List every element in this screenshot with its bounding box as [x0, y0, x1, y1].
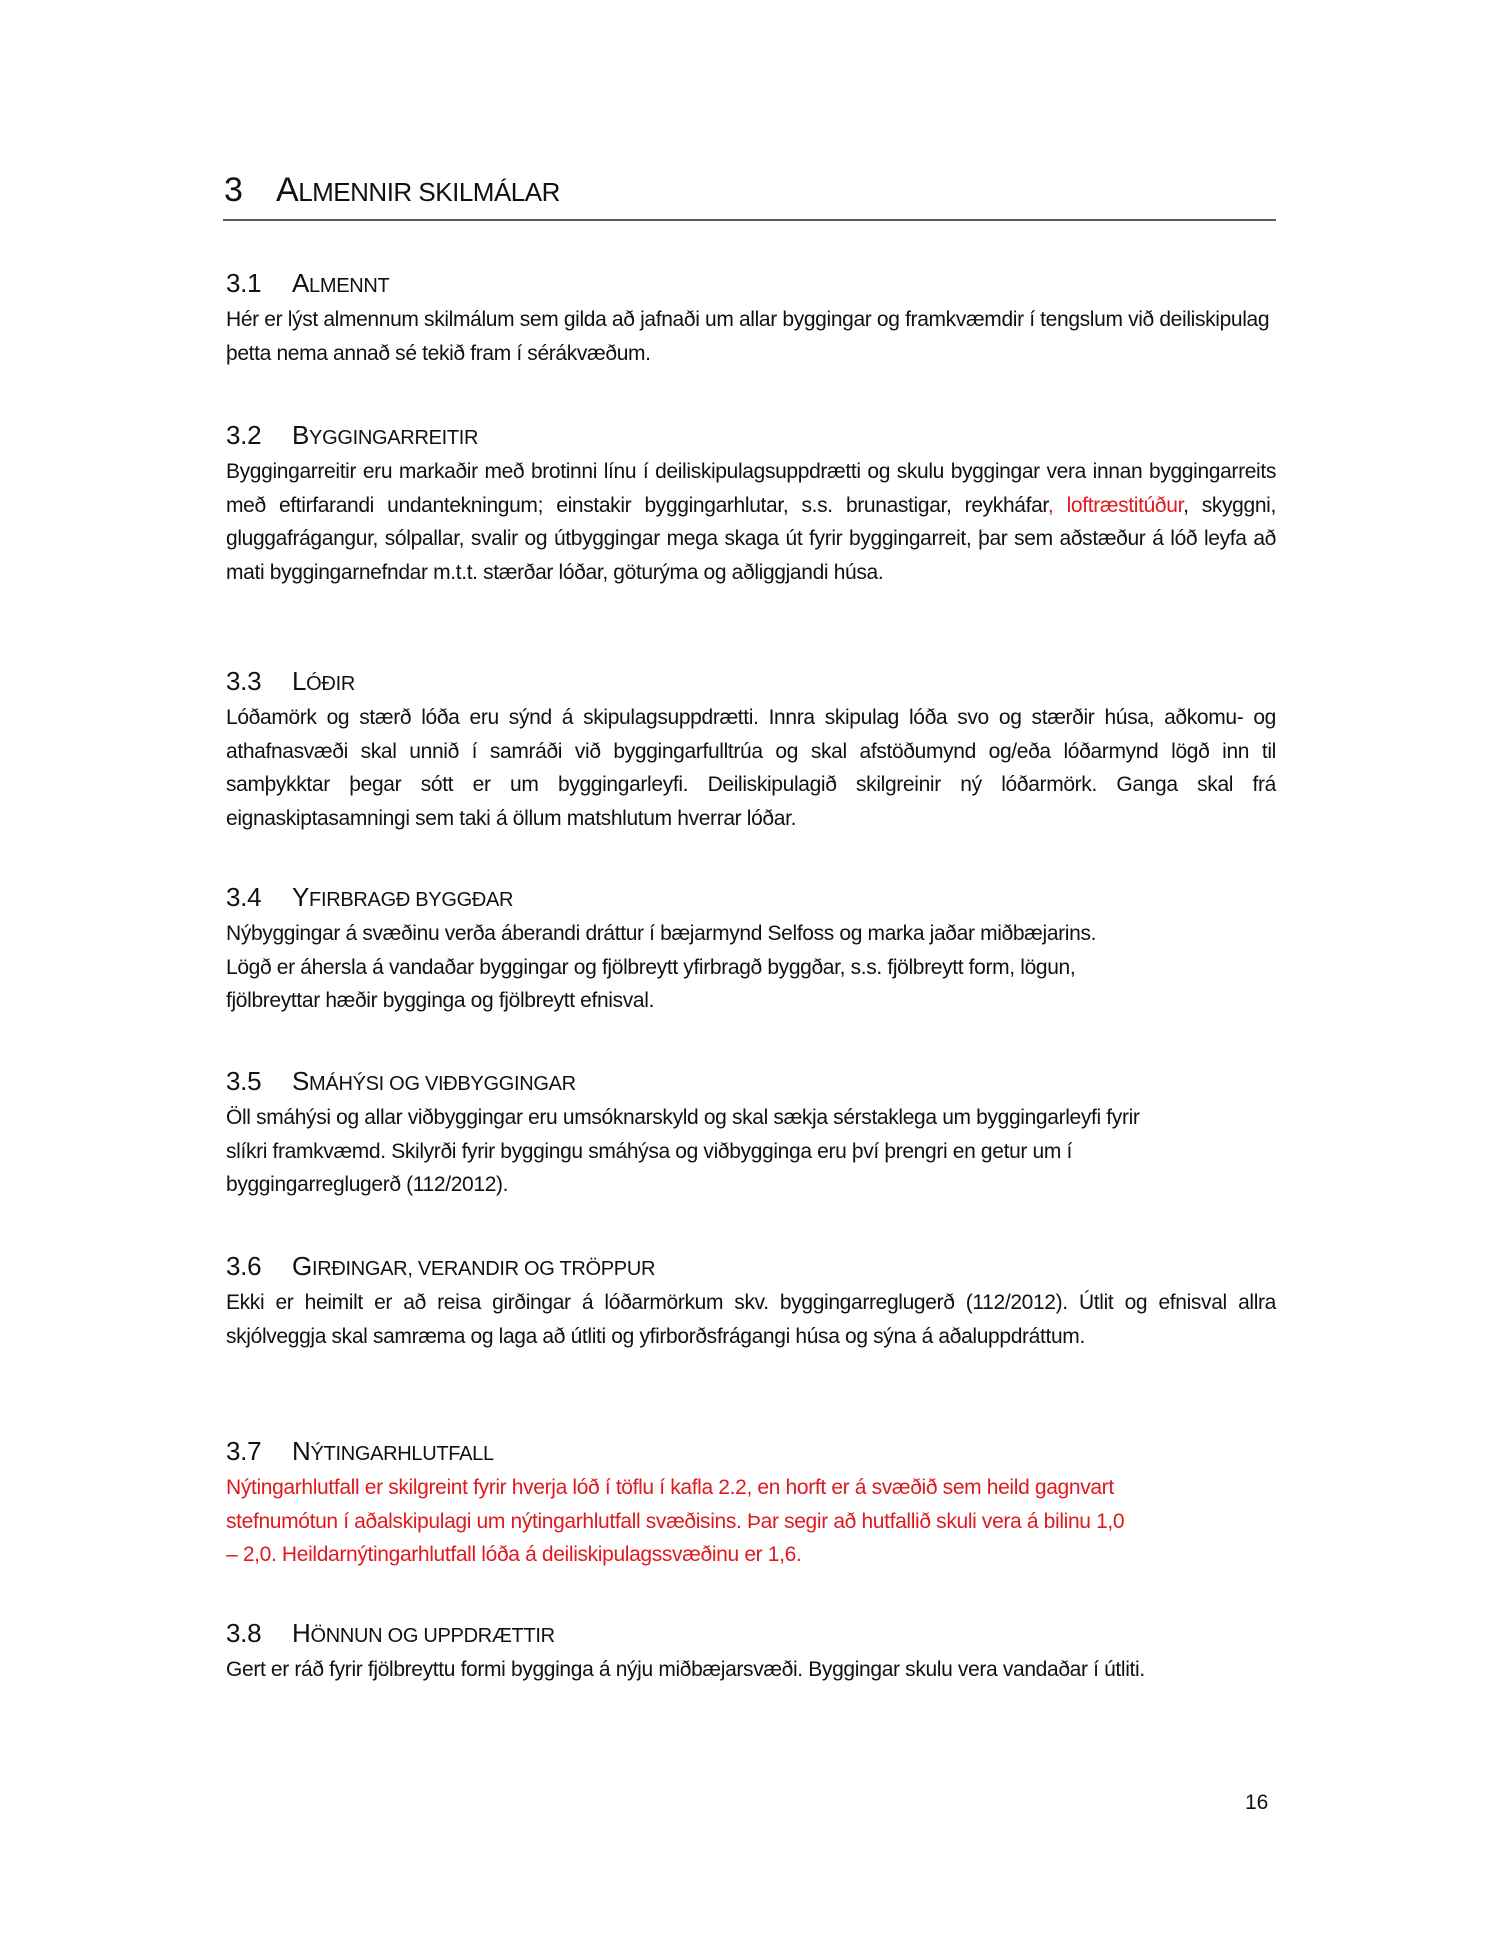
section-text: Ekki er heimilt er að reisa girðingar á lóðarmörkum skv. byggingarreglugerð (112/2012). Útlit og efnisval allra skjólveggja skal samræma og laga að útliti og yfirborðsfrágangi húsa og sýna á aðaluppdráttum. [226, 1291, 1276, 1348]
section-text-highlighted: Nýtingarhlutfall er skilgreint fyrir hverja lóð í töflu í kafla 2.2, en horft er á svæðið sem heild gagnvart stefnumótun í aðalskipulagi um nýtingarhlutfall svæðisins. Þar segir að hutfallið skuli vera á bilinu 1,0 – 2,0. Heildarnýtingarhlutfall lóða á deiliskipulagssvæðinu er 1,6. [226, 1476, 1125, 1566]
section-3-7 [226, 1434, 1276, 1572]
section-heading: 3.4 YFIRBRAGÐ BYGGÐAR [226, 882, 514, 912]
section-heading: 3.5 SMÁHÝSI OG VIÐBYGGINGAR [226, 1066, 576, 1096]
section-3-6 [226, 1249, 1276, 1353]
chapter-title: 3 ALMENNIR SKILMÁLAR [224, 168, 1276, 214]
section-3-3 [226, 664, 1276, 835]
page-number: 16 [1245, 1791, 1269, 1814]
section-heading: 3.8 HÖNNUN OG UPPDRÆTTIR [226, 1618, 555, 1648]
section-text: Öll smáhýsi og allar viðbyggingar eru umsóknarskyld og skal sækja sérstaklega um byggingarleyfi fyrir slíkri framkvæmd. Skilyrði fyrir byggingu smáhýsa og viðbygginga eru því þrengri en getur um í byggingarreglugerð (112/2012). [226, 1106, 1140, 1196]
section-heading: 3.3 LÓÐIR [226, 666, 355, 696]
section-3-2 [226, 418, 1276, 589]
section-heading: 3.6 GIRÐINGAR, VERANDIR OG TRÖPPUR [226, 1251, 656, 1281]
section-text: Gert er ráð fyrir fjölbreyttu formi bygginga á nýju miðbæjarsvæði. Byggingar skulu vera vandaðar í útliti. [226, 1658, 1145, 1681]
chapter-number: 3 [224, 171, 243, 209]
section-heading: 3.1 ALMENNT [226, 268, 390, 298]
section-text: Byggingarreitir eru markaðir með brotinni línu í deiliskipulagsuppdrætti og skulu byggingar vera innan byggingarreits með eftirfarandi undantekningum; einstakir byggingarhlutar, s.s. brunastigar, reykháfar, loftræstitúður, skyggni, gluggafrágangur, sólpallar, svalir og útbyggingar mega skaga út fyrir byggingarreit, þar sem aðstæður á lóð leyfa að mati byggingarnefndar m.t.t. stærðar lóðar, göturýma og aðliggjandi húsa. [226, 460, 1276, 584]
section-heading: 3.2 BYGGINGARREITIR [226, 420, 479, 450]
chapter-rule [223, 219, 1276, 221]
section-text: Lóðamörk og stærð lóða eru sýnd á skipulagsuppdrætti. Innra skipulag lóða svo og stærðir húsa, aðkomu- og athafnasvæði skal unnið í samráði við byggingarfulltrúa og skal afstöðumynd og/eða lóðarmynd lögð inn til samþykktar þegar sótt er um byggingarleyfi. Deiliskipulagið skilgreinir ný lóðarmörk. Ganga skal frá eignaskiptasamningi sem taki á öllum matshlutum hverrar lóðar. [226, 706, 1276, 830]
chapter-heading [224, 168, 1276, 214]
section-text: Hér er lýst almennum skilmálum sem gilda að jafnaði um allar byggingar og framkvæmdir í tengslum við deiliskipulag þetta nema annað sé tekið fram í sérákvæðum. [226, 308, 1270, 365]
highlighted-text: , loftræstitúður [1047, 493, 1184, 517]
section-3-5 [226, 1064, 1276, 1202]
section-text: Nýbyggingar á svæðinu verða áberandi dráttur í bæjarmynd Selfoss og marka jaðar miðbæjarins. Lögð er áhersla á vandaðar byggingar og fjölbreytt yfirbragð byggðar, s.s. fjölbreytt form, lögun, fjölbreyttar hæðir bygginga og fjölbreytt efnisval. [226, 922, 1097, 1012]
section-3-4 [226, 880, 1276, 1018]
section-3-8 [226, 1616, 1276, 1687]
section-heading: 3.7 NÝTINGARHLUTFALL [226, 1436, 494, 1466]
section-3-1 [226, 266, 1276, 370]
